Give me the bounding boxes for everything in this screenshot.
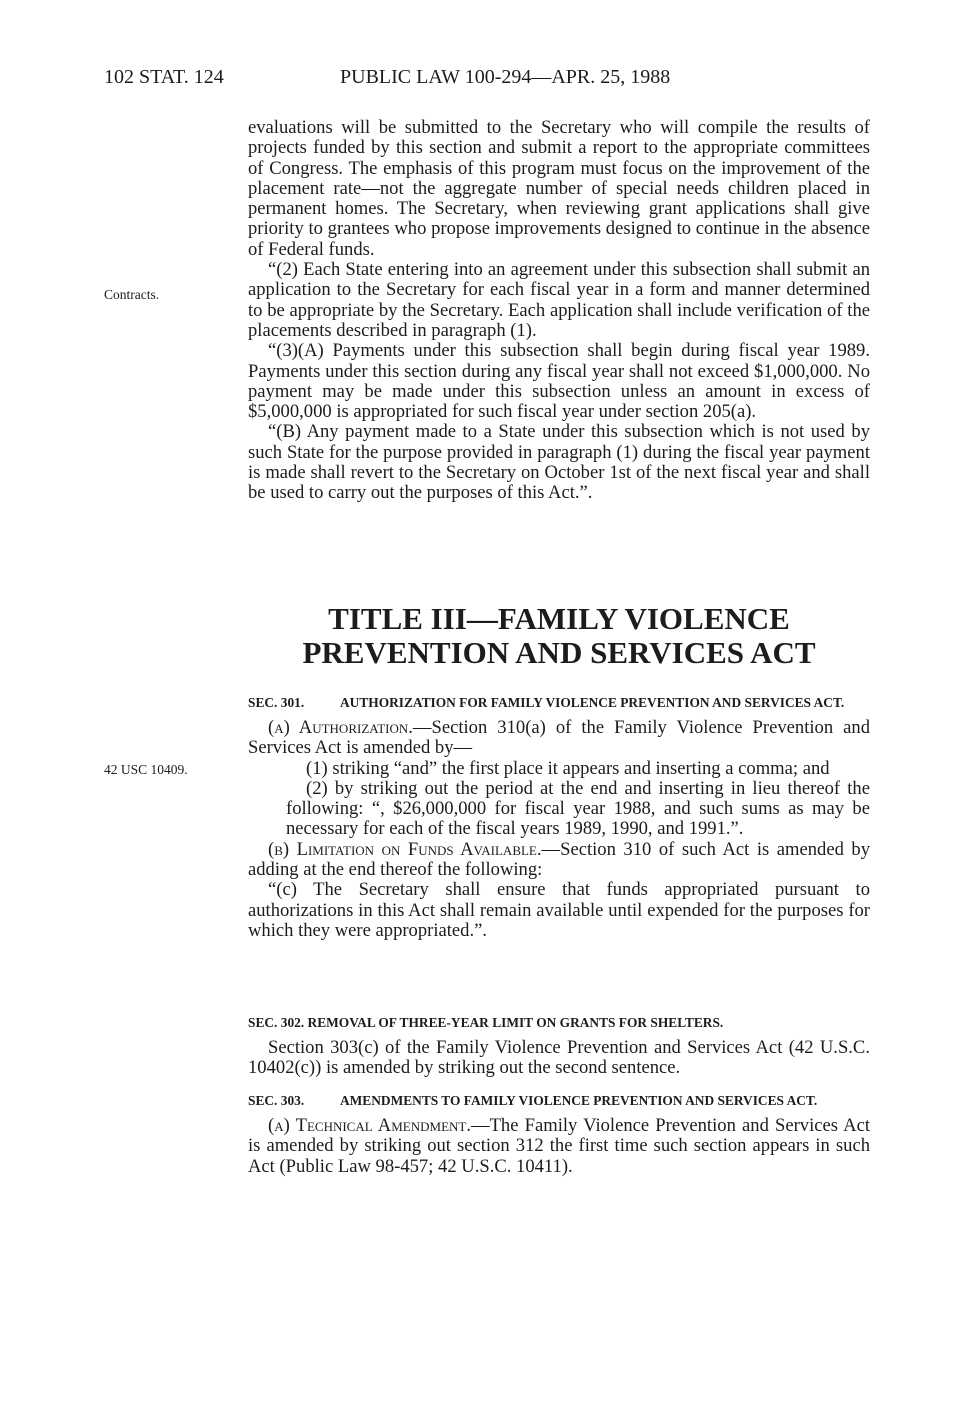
paragraph-3a: “(3)(A) Payments under this subsection shall begin during fiscal year 1989. Payments under this section during any fiscal year shall not exceed $1,000,000. No payment may be made under this subsection unless an amount in excess of $5,000,000 is appropriated for such fiscal year under section 205(a). <box>248 340 870 423</box>
section-302 <box>248 1014 870 1079</box>
section-301-title: AUTHORIZATION FOR FAMILY VIOLENCE PREVENTION AND SERVICES ACT. <box>340 695 845 710</box>
subsection-301b-text: —Section 310 of such Act is amended by adding at the end thereof the following: <box>248 838 871 881</box>
title-line-2: PREVENTION AND SERVICES ACT <box>302 635 816 670</box>
section-303-number: SEC. 303. <box>248 1093 305 1108</box>
section-303-title: AMENDMENTS TO FAMILY VIOLENCE PREVENTION AND SERVICES ACT. <box>340 1093 818 1108</box>
subsection-301b-label: (b) Limitation on Funds Available. <box>268 838 542 860</box>
subsection-303a-text: —The Family Violence Prevention and Services Act is amended by striking out section 312 the first time such section appears in such Act (Public Law 98-457; 42 U.S.C. 10411). <box>248 1115 870 1177</box>
subsection-301a-label: (a) Authorization. <box>268 717 413 738</box>
section-301 <box>248 694 870 941</box>
section-302-number: SEC. 302. <box>248 1015 305 1030</box>
margin-note-usc: 42 USC 10409. <box>104 762 188 777</box>
subsection-301c: “(c) The Secretary shall ensure that funds appropriated pursuant to authorizations in this Act shall remain available until expended for the purposes for which they were appropriated.”. <box>248 879 870 941</box>
subsection-303a <box>248 1116 870 1177</box>
section-302-heading <box>248 1014 870 1032</box>
item-301a-1: (1) striking “and” the first place it appears and inserting a comma; and <box>306 757 830 779</box>
item-301a-2: (2) by striking out the period at the end and inserting in lieu thereof the following: “, $26,000,000 for fiscal year 1988, and such sums as may be necessary for each of the fiscal years 1989, 1990, and 1991.”. <box>286 777 870 840</box>
continuation-text <box>248 118 870 504</box>
paragraph-evaluations: evaluations will be submitted to the Secretary who will compile the results of projects funded by this section and submit a report to the appropriate committees of Congress. The emphasis of this program must focus on the improvement of the placement rate—not the aggregate number of special needs children placed in permanent homes. The Secretary, when reviewing grant applications shall give priority to grantees who propose improvements designed to continue in the absence of Federal funds. <box>248 117 870 260</box>
title-line-1: TITLE III—FAMILY VIOLENCE <box>328 601 790 636</box>
section-303 <box>248 1092 870 1177</box>
paragraph-3b: “(B) Any payment made to a State under this subsection which is not used by such State for the purpose provided in paragraph (1) during the fiscal year payment is made shall revert to the Secretary on October 1st of the next fiscal year and shall be used to carry out the purposes of this Act.”. <box>248 421 870 504</box>
section-302-text: Section 303(c) of the Family Violence Prevention and Services Act (42 U.S.C. 10402(c)) is amended by striking out the second sentence. <box>248 1037 870 1079</box>
page-header <box>104 66 900 92</box>
section-302-title: REMOVAL OF THREE-YEAR LIMIT ON GRANTS FOR SHELTERS. <box>307 1015 724 1030</box>
section-301-number: SEC. 301. <box>248 695 305 710</box>
margin-note-contracts: Contracts. <box>104 287 160 302</box>
subsection-301a <box>248 718 870 759</box>
section-301-heading <box>248 694 870 712</box>
section-303-heading <box>248 1092 870 1110</box>
paragraph-2: “(2) Each State entering into an agreement under this subsection shall submit an application to the Secretary for each fiscal year in a form and manner determined to be appropriate by the Secretary. Each application shall include verification of the placements described in paragraph (1). <box>248 259 870 341</box>
subsection-301b <box>248 840 870 881</box>
title-heading <box>248 602 870 670</box>
subsection-301a-text: —Section 310(a) of the Family Violence Prevention and Services Act is amended by— <box>248 717 870 759</box>
subsection-303a-label: (a) Technical Amendment. <box>268 1115 471 1136</box>
public-law-citation: PUBLIC LAW 100-294—APR. 25, 1988 <box>340 66 671 88</box>
stat-page-number: 102 STAT. 124 <box>104 66 224 88</box>
